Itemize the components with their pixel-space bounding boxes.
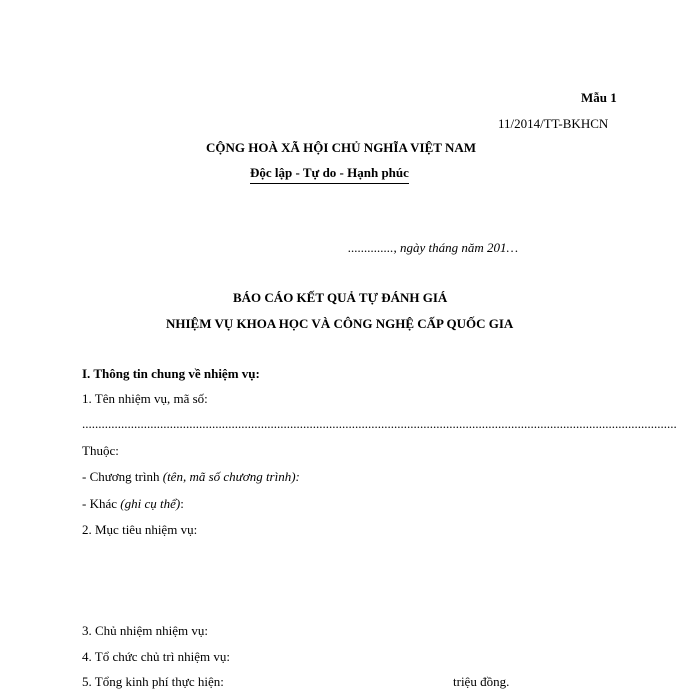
task-name-label: 1. Tên nhiệm vụ, mã số: <box>82 391 208 406</box>
national-motto: Độc lập - Tự do - Hạnh phúc <box>250 165 409 184</box>
objective-label: 2. Mục tiêu nhiệm vụ: <box>82 522 198 537</box>
program-prefix: - Chương trình <box>82 469 163 484</box>
program-line <box>82 469 300 485</box>
budget-unit: triệu đồng. <box>453 674 510 689</box>
report-title-line2: NHIỆM VỤ KHOA HỌC VÀ CÔNG NGHỆ CẤP QUỐC GIA <box>166 316 514 331</box>
report-title-line1: BÁO CÁO KẾT QUẢ TỰ ĐÁNH GIÁ <box>233 290 448 305</box>
program-hint: (tên, mã số chương trình): <box>162 469 300 484</box>
total-budget-label: 5. Tổng kinh phí thực hiện: <box>82 674 224 689</box>
country-name: CỘNG HOÀ XÃ HỘI CHỦ NGHĨA VIỆT NAM <box>206 140 477 155</box>
host-organization-label: 4. Tổ chức chủ trì nhiệm vụ: <box>82 649 230 664</box>
other-prefix: - Khác <box>82 496 121 511</box>
other-hint: (ghi cụ thể) <box>120 496 181 511</box>
other-line <box>82 496 184 512</box>
leader-label: 3. Chủ nhiệm nhiệm vụ: <box>82 623 209 638</box>
form-reference: 11/2014/TT-BKHCN <box>498 116 609 131</box>
other-suffix: : <box>180 496 184 511</box>
section-heading: I. Thông tin chung về nhiệm vụ: <box>82 366 260 381</box>
task-name-dots: ....................................................................................................................................................................................... <box>82 416 677 431</box>
belongs-label: Thuộc: <box>82 443 119 458</box>
form-label: Mẫu 1 <box>581 90 617 105</box>
date-line: .............., ngày tháng năm 201… <box>348 240 519 255</box>
